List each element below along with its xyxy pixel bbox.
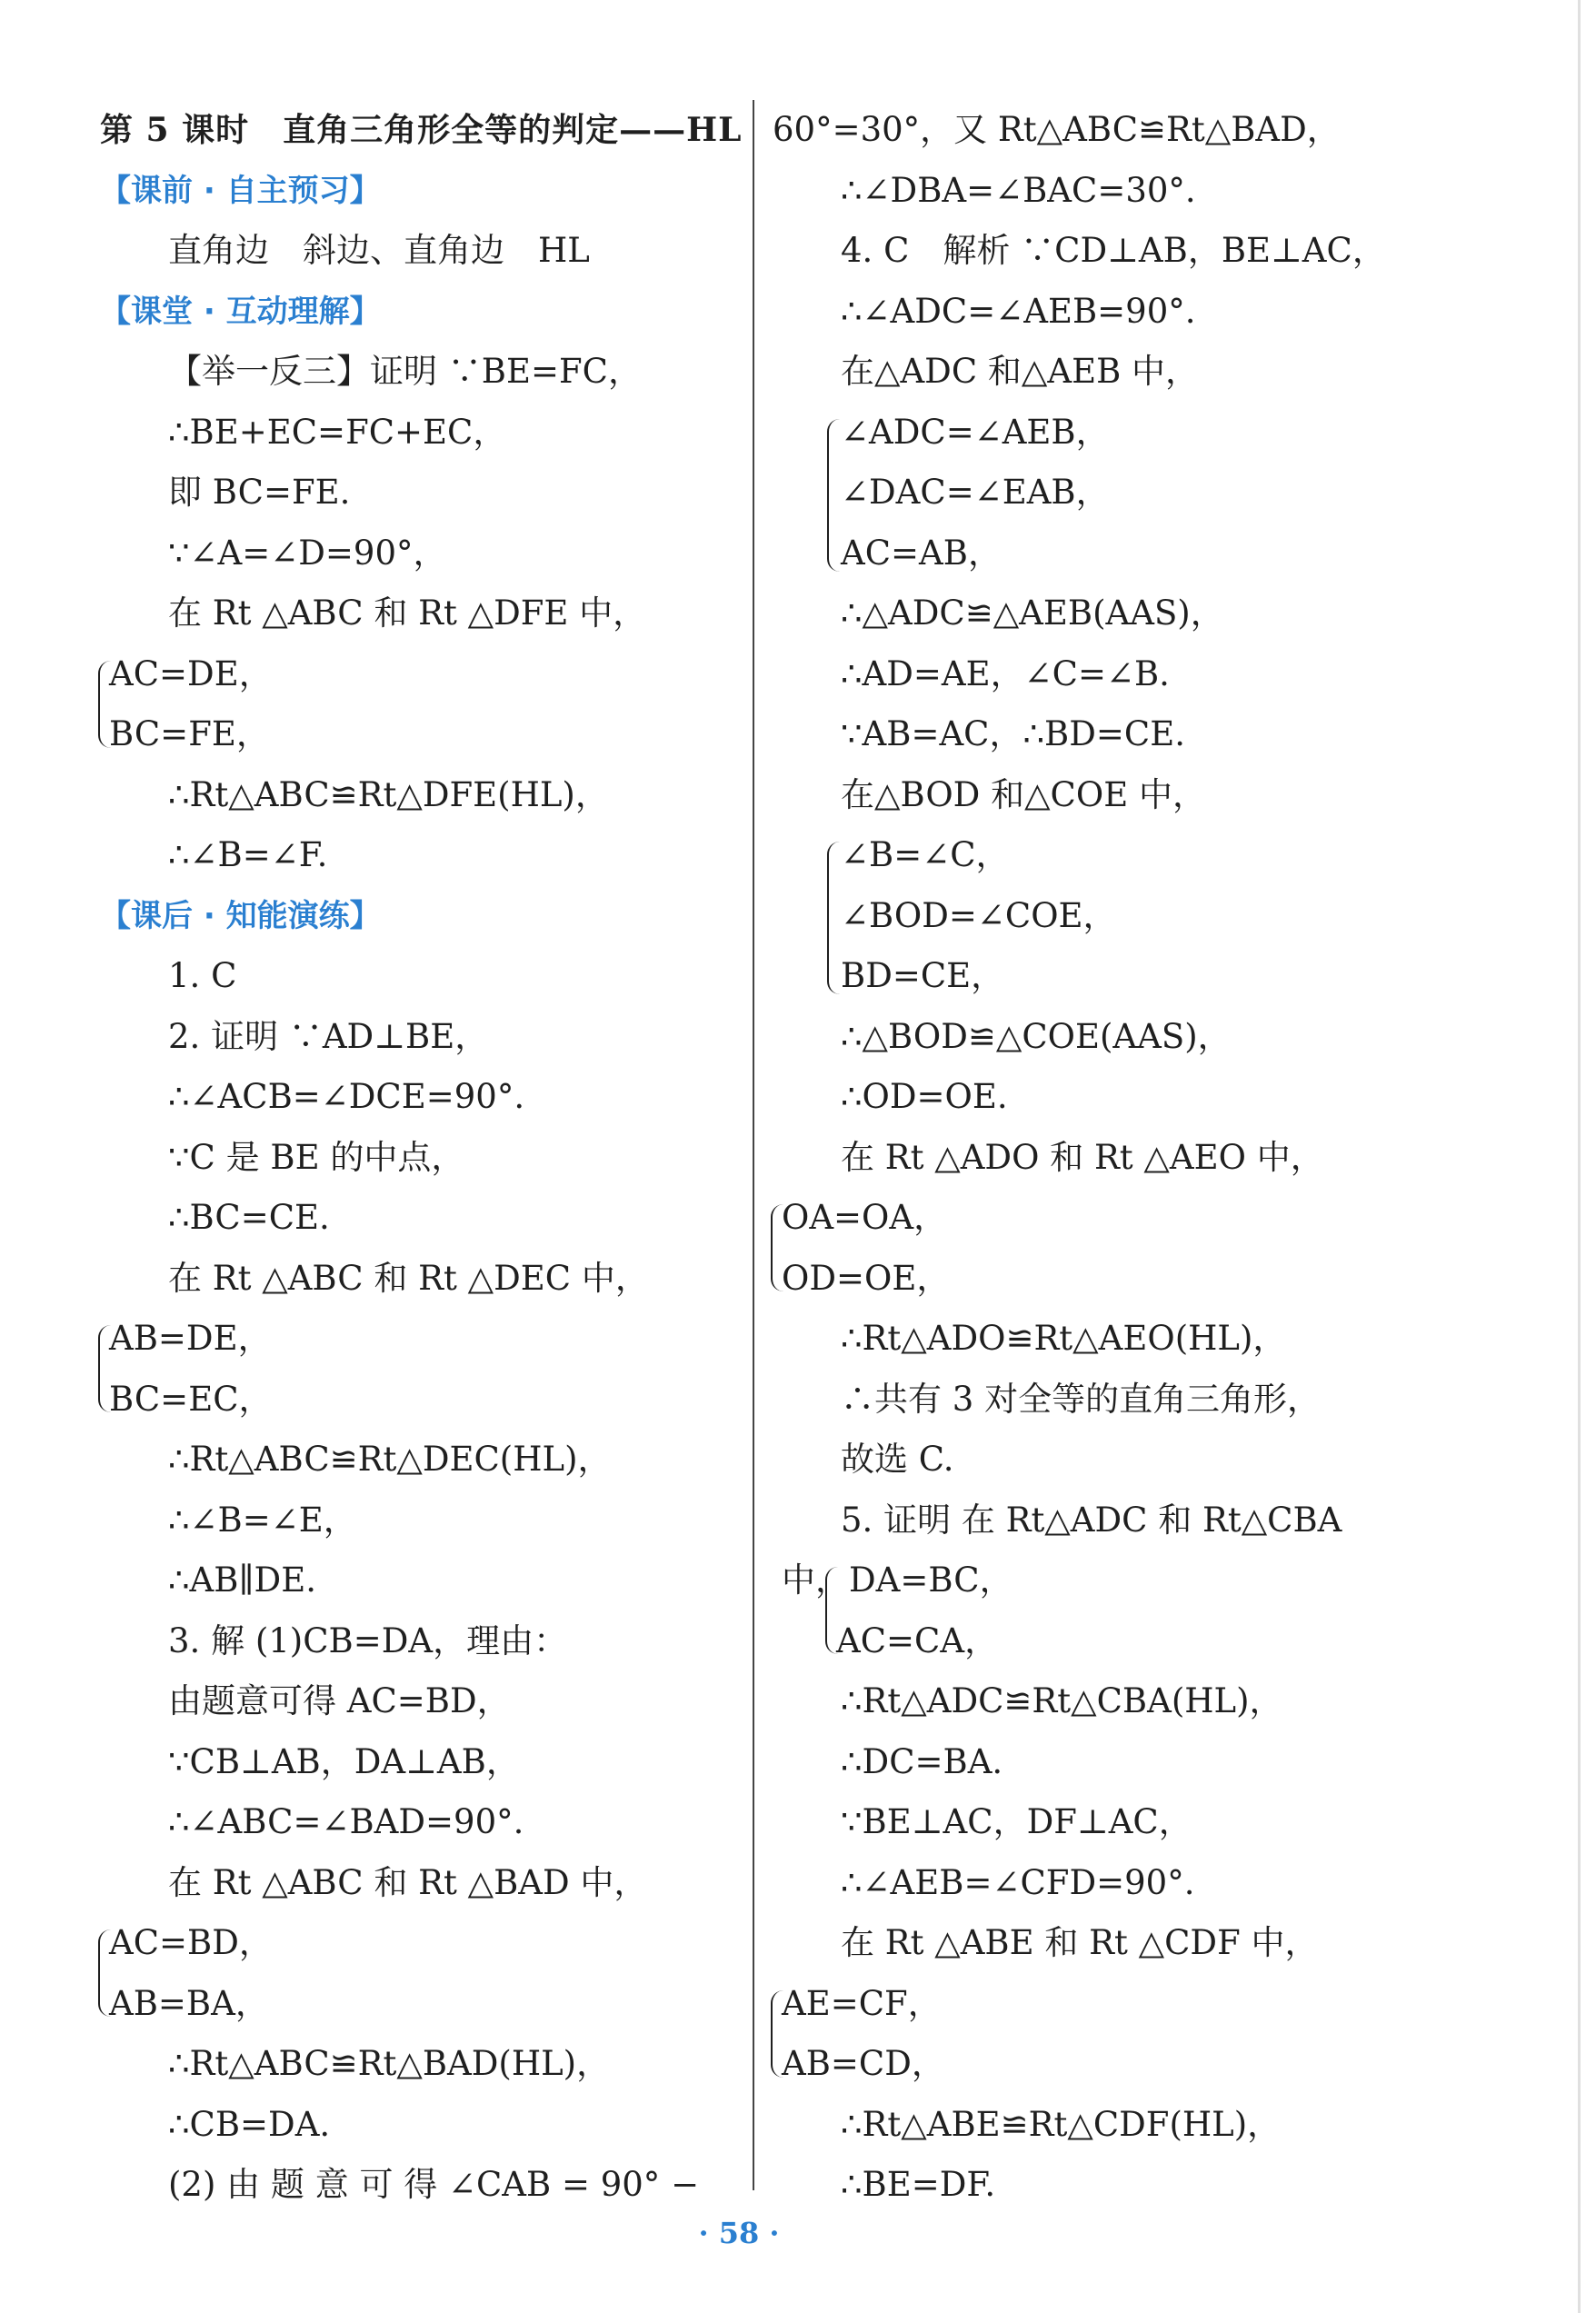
text-line xyxy=(100,1732,750,1793)
line-text: ∴CB=DA. xyxy=(168,2104,331,2144)
line-text: ∴BE=DF. xyxy=(841,2165,996,2204)
line-text: BC=EC， xyxy=(109,1379,273,1419)
text-line xyxy=(773,1792,1445,1853)
text-line xyxy=(100,1370,750,1431)
section-heading xyxy=(100,161,750,222)
line-text: AB=CD， xyxy=(782,2044,945,2083)
line-text: ∴Rt△ADO≌Rt△AEO(HL)， xyxy=(841,1319,1287,1358)
text-line xyxy=(773,342,1445,403)
text-line xyxy=(100,2095,750,2156)
line-text: ∴BC=CE. xyxy=(168,1198,330,1237)
line-text: 在 Rt △ABC 和 Rt △DEC 中， xyxy=(168,1258,649,1298)
right-column xyxy=(773,100,1445,2216)
line-text: AE=CF， xyxy=(782,1983,942,2023)
line-text: ∠ADC=∠AEB， xyxy=(841,412,1110,452)
line-text: ∴∠ABC=∠BAD=90°. xyxy=(168,1802,524,1841)
line-text: ∴共有 3 对全等的直角三角形， xyxy=(841,1379,1322,1419)
line-text: 【课后 · 知能演练】 xyxy=(100,897,381,934)
line-text: ∴Rt△ABC≌Rt△DEC(HL)， xyxy=(168,1440,612,1479)
line-text: ∵∠A=∠D=90°， xyxy=(168,533,447,573)
text-line xyxy=(100,1550,750,1611)
page-number: · 58 · xyxy=(698,2216,780,2250)
line-text: ∴△ADC≌△AEB(AAS)， xyxy=(841,593,1224,633)
line-text: ∴△BOD≌△COE(AAS)， xyxy=(841,1016,1232,1056)
text-line xyxy=(773,161,1445,222)
text-line xyxy=(773,523,1445,584)
text-line xyxy=(773,1249,1445,1310)
text-line xyxy=(773,1490,1445,1551)
line-text: ∴Rt△ABC≌Rt△DFE(HL)， xyxy=(168,774,609,814)
text-line xyxy=(100,1611,750,1672)
text-line xyxy=(100,523,750,584)
line-text: 第 5 课时 直角三角形全等的判定——HL xyxy=(100,111,743,149)
text-line xyxy=(773,2034,1445,2095)
line-text: 在 Rt △ABC 和 Rt △DFE 中， xyxy=(168,593,647,633)
text-line xyxy=(100,1671,750,1732)
text-line xyxy=(100,1490,750,1551)
line-text: ∵BE⊥AC，DF⊥AC， xyxy=(841,1802,1192,1841)
text-line xyxy=(773,463,1445,523)
text-line xyxy=(773,1309,1445,1370)
line-text: ∴Rt△ADC≌Rt△CBA(HL)， xyxy=(841,1681,1283,1720)
text-line xyxy=(773,1370,1445,1431)
text-line xyxy=(100,1249,750,1310)
text-line xyxy=(773,1974,1445,2035)
line-text: 在 Rt △ABE 和 Rt △CDF 中， xyxy=(841,1923,1319,1962)
text-line xyxy=(100,463,750,523)
text-line xyxy=(773,221,1445,282)
line-text: BD=CE， xyxy=(841,956,1005,995)
text-line xyxy=(773,1913,1445,1974)
line-text: OD=OE， xyxy=(782,1258,951,1298)
text-line xyxy=(100,1430,750,1490)
text-line xyxy=(100,1309,750,1370)
section-heading xyxy=(100,282,750,343)
line-text: 【课堂 · 互动理解】 xyxy=(100,293,381,330)
line-text: (2) 由 题 意 可 得 ∠CAB = 90° − xyxy=(168,2165,700,2204)
line-text: ∴BE+EC=FC+EC， xyxy=(168,412,507,452)
text-line xyxy=(773,1430,1445,1490)
text-line xyxy=(100,825,750,886)
line-text: ∠B=∠C， xyxy=(841,835,1010,874)
line-text: ∴∠AEB=∠CFD=90°. xyxy=(841,1862,1195,1902)
line-text: ∴AD=AE，∠C=∠B. xyxy=(841,653,1170,693)
text-line xyxy=(773,403,1445,464)
text-line xyxy=(773,100,1445,161)
line-text: ∴∠ADC=∠AEB=90°. xyxy=(841,291,1196,331)
line-text: ∴∠B=∠F. xyxy=(168,835,328,874)
line-text: ∴Rt△ABC≌Rt△BAD(HL)， xyxy=(168,2044,611,2083)
text-line xyxy=(100,1188,750,1249)
line-text: ∴AB∥DE. xyxy=(168,1560,316,1600)
text-line xyxy=(773,1732,1445,1793)
text-line xyxy=(100,342,750,403)
page-edge-line xyxy=(1578,0,1581,2313)
text-line xyxy=(773,1550,1445,1611)
text-line xyxy=(773,1671,1445,1732)
text-line xyxy=(773,765,1445,826)
line-text: AB=BA， xyxy=(109,1983,269,2023)
text-line xyxy=(773,1611,1445,1672)
text-line xyxy=(773,1067,1445,1128)
text-line xyxy=(100,1974,750,2035)
left-column xyxy=(100,100,750,2216)
line-text: 直角边 斜边、直角边 HL xyxy=(168,231,590,270)
text-line xyxy=(773,886,1445,947)
line-text: 3. 解 (1)CB=DA，理由： xyxy=(168,1620,568,1660)
text-line xyxy=(100,1007,750,1068)
text-line xyxy=(773,1853,1445,1914)
text-line xyxy=(100,644,750,705)
text-line xyxy=(100,2155,750,2216)
line-text: ∴Rt△ABE≌Rt△CDF(HL)， xyxy=(841,2104,1282,2144)
line-text: 在△ADC 和△AEB 中， xyxy=(841,352,1200,391)
line-text: ∵CB⊥AB，DA⊥AB， xyxy=(168,1741,520,1781)
text-line xyxy=(773,704,1445,765)
line-text: 4. C 解析 ∵CD⊥AB，BE⊥AC， xyxy=(841,231,1386,270)
line-text: ∠BOD=∠COE， xyxy=(841,895,1117,935)
line-text: 在 Rt △ADO 和 Rt △AEO 中， xyxy=(841,1137,1324,1177)
line-text: 在△BOD 和△COE 中， xyxy=(841,774,1206,814)
text-line xyxy=(100,1128,750,1189)
line-text: ∵C 是 BE 的中点， xyxy=(168,1137,465,1177)
line-text: ∴∠DBA=∠BAC=30°. xyxy=(841,170,1196,210)
line-text: 【举一反三】证明 ∵BE=FC， xyxy=(168,352,642,391)
text-line xyxy=(100,1792,750,1853)
line-text: 由题意可得 AC=BD， xyxy=(168,1681,511,1720)
text-line xyxy=(100,1067,750,1128)
text-line xyxy=(100,1913,750,1974)
text-line xyxy=(100,221,750,282)
line-text: ∠DAC=∠EAB， xyxy=(841,473,1110,512)
text-line xyxy=(773,644,1445,705)
line-text: 在 Rt △ABC 和 Rt △BAD 中， xyxy=(168,1862,648,1902)
text-line xyxy=(100,583,750,644)
text-line xyxy=(773,583,1445,644)
line-text: ∴∠ACB=∠DCE=90°. xyxy=(168,1077,525,1116)
line-text: ∵AB=AC，∴BD=CE. xyxy=(841,714,1185,753)
line-text: BC=FE， xyxy=(109,714,270,753)
text-line xyxy=(100,765,750,826)
line-text: AC=AB， xyxy=(841,533,1002,573)
text-line xyxy=(773,1007,1445,1068)
line-text: 2. 证明 ∵AD⊥BE， xyxy=(168,1016,489,1056)
line-text: 故选 C. xyxy=(841,1440,954,1479)
text-line xyxy=(773,2095,1445,2156)
text-line xyxy=(100,1853,750,1914)
text-line xyxy=(100,946,750,1007)
text-line xyxy=(773,282,1445,343)
text-line xyxy=(773,1128,1445,1189)
column-divider xyxy=(753,100,754,2190)
lesson-title xyxy=(100,100,750,161)
line-text: AC=BD， xyxy=(109,1923,273,1962)
text-line xyxy=(100,704,750,765)
text-line xyxy=(773,946,1445,1007)
line-text: 中，DA=BC， xyxy=(782,1560,1013,1600)
line-text: AB=DE， xyxy=(109,1319,272,1358)
text-line xyxy=(100,403,750,464)
text-line xyxy=(100,2034,750,2095)
text-line xyxy=(773,825,1445,886)
line-text: ∴∠B=∠E， xyxy=(168,1500,357,1540)
line-text: AC=DE， xyxy=(109,653,273,693)
line-text: 1. C xyxy=(168,956,237,995)
line-text: 即 BC=FE. xyxy=(168,473,351,512)
line-text: 5. 证明 在 Rt△ADC 和 Rt△CBA xyxy=(841,1500,1342,1540)
line-text: 【课前 · 自主预习】 xyxy=(100,172,381,209)
section-heading xyxy=(100,886,750,947)
line-text: OA=OA， xyxy=(782,1198,948,1237)
line-text: ∴DC=BA. xyxy=(841,1741,1003,1781)
line-text: AC=CA， xyxy=(836,1620,999,1660)
line-text: ∴OD=OE. xyxy=(841,1077,1008,1116)
text-line xyxy=(773,1188,1445,1249)
line-text: 60°=30°，又 Rt△ABC≌Rt△BAD， xyxy=(773,110,1341,149)
text-line xyxy=(773,2155,1445,2216)
